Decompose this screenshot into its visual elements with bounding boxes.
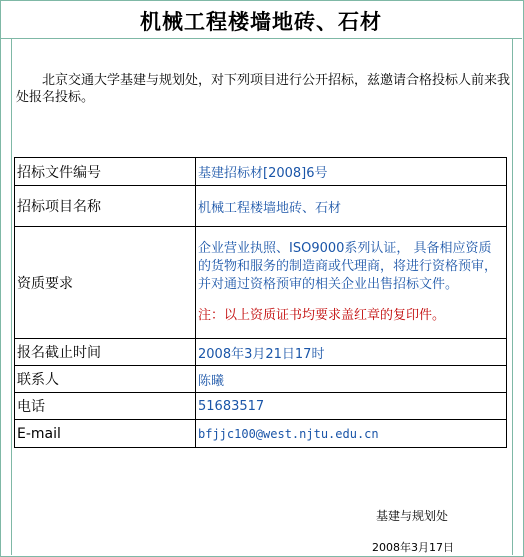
row-label: 电话 <box>15 393 196 420</box>
row-value: 陈曦 <box>196 366 507 393</box>
row-label: 联系人 <box>15 366 196 393</box>
intro-paragraph: 北京交通大学基建与规划处，对下列项目进行公开招标，兹邀请合格投标人前来我处报名投标。 <box>16 73 511 105</box>
row-label: 资质要求 <box>15 227 196 339</box>
issuer-signature: 基建与规划处 <box>376 509 449 523</box>
row-value: 2008年3月21日17时 <box>196 339 507 366</box>
page-title: 机械工程楼墙地砖、石材 <box>140 10 382 34</box>
table-row <box>15 186 507 227</box>
row-value <box>196 227 507 339</box>
email-link[interactable]: bfjjc100@west.njtu.edu.cn <box>196 420 507 448</box>
row-label: E-mail <box>15 420 196 448</box>
row-value: 机械工程楼墙地砖、石材 <box>196 186 507 227</box>
table-row <box>15 420 507 448</box>
table-row <box>15 227 507 339</box>
row-value: 51683517 <box>196 393 507 420</box>
qualification-text: 企业营业执照、ISO9000系列认证， 具备相应资质的货物和服务的制造商或代理商，将进行资格预审，并对通过资格预审的相关企业出售招标文件。 <box>198 241 498 292</box>
row-label: 招标项目名称 <box>15 186 196 227</box>
qualification-notice: 注：以上资质证书均要求盖红章的复印件。 <box>198 308 446 323</box>
tender-info-table <box>14 157 507 448</box>
title-band <box>0 0 522 39</box>
issue-date: 2008年3月17日 <box>372 541 454 554</box>
table-row <box>15 393 507 420</box>
table-row <box>15 366 507 393</box>
table-row <box>15 158 507 186</box>
row-label: 招标文件编号 <box>15 158 196 186</box>
row-value: 基建招标材[2008]6号 <box>196 158 507 186</box>
table-row <box>15 339 507 366</box>
row-label: 报名截止时间 <box>15 339 196 366</box>
